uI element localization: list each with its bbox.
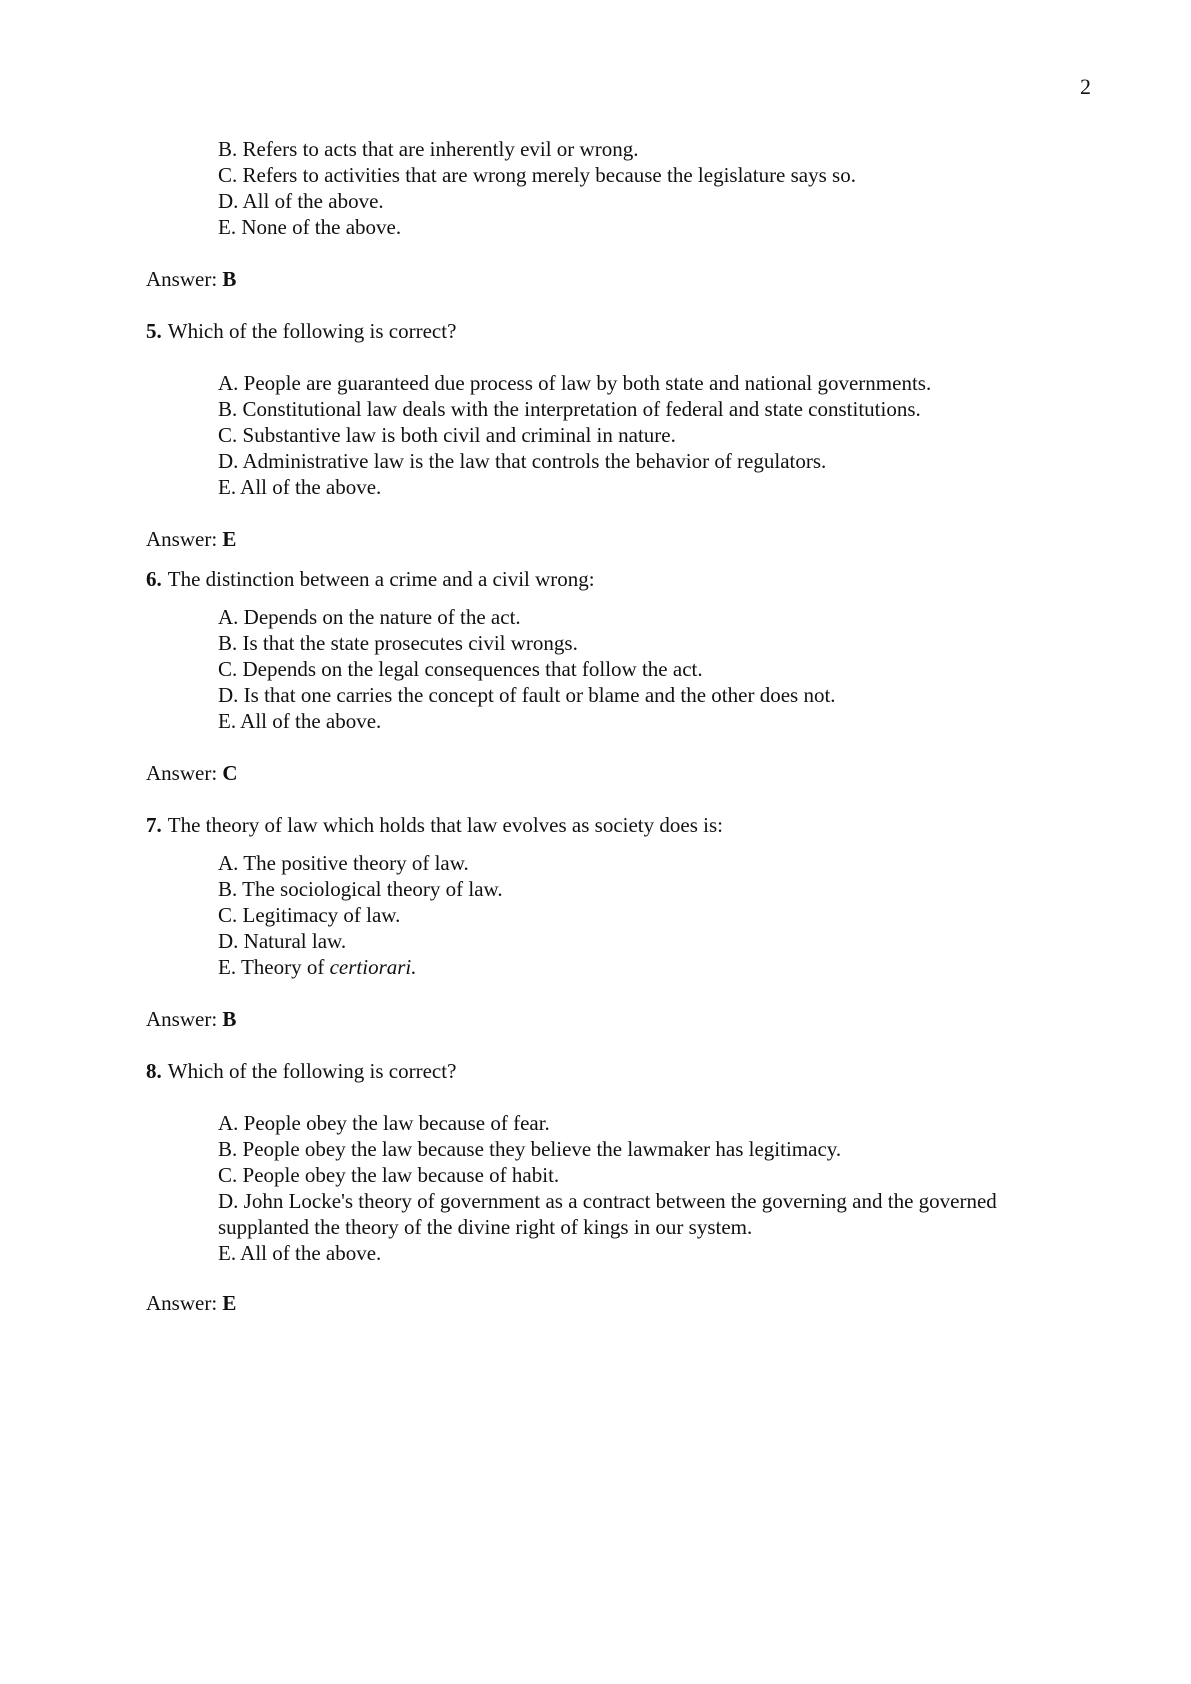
answer-line: Answer: B <box>146 267 237 291</box>
question-text: Which of the following is correct? <box>167 1059 457 1083</box>
answer-line: Answer: E <box>146 527 237 551</box>
page-number: 2 <box>1080 74 1091 99</box>
option-e: E. All of the above. <box>218 475 382 499</box>
option-a: A. Depends on the nature of the act. <box>218 605 521 629</box>
option-b: B. The sociological theory of law. <box>218 877 503 901</box>
question-text: The distinction between a crime and a civil wrong: <box>167 567 595 591</box>
option-b: B. Is that the state prosecutes civil wrongs. <box>218 631 578 655</box>
question-6 <box>146 566 595 592</box>
answer-line: Answer: B <box>146 1007 237 1031</box>
option-d: D. Is that one carries the concept of fault or blame and the other does not. <box>218 683 836 707</box>
question-text: Which of the following is correct? <box>167 319 457 343</box>
option-a: A. The positive theory of law. <box>218 851 469 875</box>
answer-value: B <box>222 267 237 291</box>
option-a: A. People are guaranteed due process of law by both state and national governments. <box>218 371 932 395</box>
option-d-continuation: supplanted the theory of the divine right of kings in our system. <box>218 1215 753 1239</box>
option-c: C. People obey the law because of habit. <box>218 1163 560 1187</box>
answer-line: Answer: E <box>146 1291 237 1315</box>
answer-value: B <box>222 1007 237 1031</box>
option-b: B. Constitutional law deals with the interpretation of federal and state constitutions. <box>218 397 921 421</box>
answer-line: Answer: C <box>146 761 238 785</box>
question-number: 7. <box>146 813 162 837</box>
answer-value: E <box>222 527 237 551</box>
option-c: C. Legitimacy of law. <box>218 903 401 927</box>
answer-value: E <box>222 1291 237 1315</box>
option-b: B. People obey the law because they believe the lawmaker has legitimacy. <box>218 1137 842 1161</box>
question-5 <box>146 318 456 344</box>
option-e: E. All of the above. <box>218 1241 382 1265</box>
option-b: B. Refers to acts that are inherently evil or wrong. <box>218 137 639 161</box>
question-8 <box>146 1058 456 1084</box>
option-e: E. None of the above. <box>218 215 402 239</box>
option-c: C. Refers to activities that are wrong merely because the legislature says so. <box>218 163 856 187</box>
question-number: 8. <box>146 1059 162 1083</box>
option-c: C. Substantive law is both civil and criminal in nature. <box>218 423 676 447</box>
question-text: The theory of law which holds that law evolves as society does is: <box>167 813 723 837</box>
option-c: C. Depends on the legal consequences that follow the act. <box>218 657 703 681</box>
option-d: D. Natural law. <box>218 929 347 953</box>
question-7 <box>146 812 723 838</box>
question-number: 6. <box>146 567 162 591</box>
italic-term: certiorari. <box>329 955 417 979</box>
question-number: 5. <box>146 319 162 343</box>
answer-value: C <box>222 761 238 785</box>
option-a: A. People obey the law because of fear. <box>218 1111 550 1135</box>
option-d: D. John Locke's theory of government as a contract between the governing and the governed <box>218 1189 997 1213</box>
option-e: E. All of the above. <box>218 709 382 733</box>
option-d: D. All of the above. <box>218 189 384 213</box>
option-d: D. Administrative law is the law that controls the behavior of regulators. <box>218 449 827 473</box>
option-e: E. Theory of certiorari. <box>218 955 417 979</box>
